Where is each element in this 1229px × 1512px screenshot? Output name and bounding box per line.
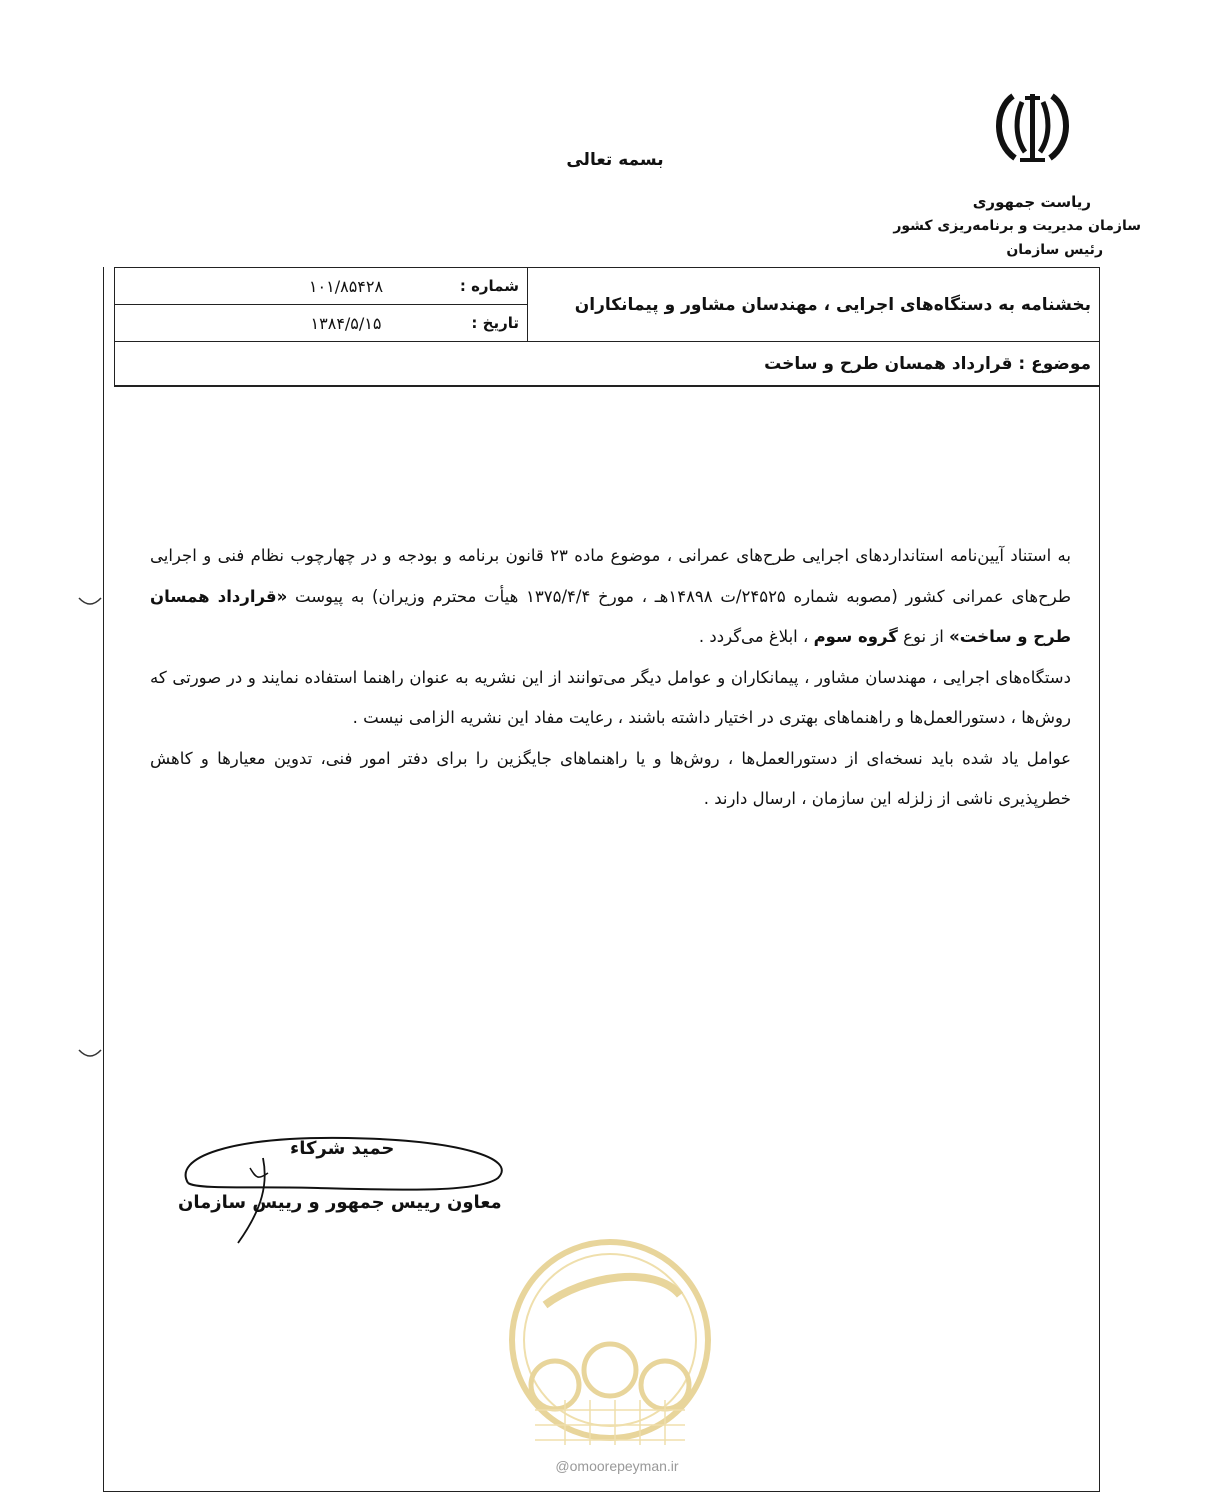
margin-mark-icon — [78, 596, 102, 608]
date-value: ۱۳۸۴/۵/۱۵ — [310, 313, 382, 333]
number-label: شماره : — [459, 277, 519, 295]
body-p1-part-a: به استناد آیین‌نامه استانداردهای اجرایی طرح‌های عمرانی ، موضوع ماده ۲۳ قانون برنامه و بودجه و در چهارچوب نظام فنی و اجرایی طرح‌های عمرانی کشور (مصوبه شماره ۲۴۵۲۵/ت ۱۴۸۹۸هـ ، مورخ ۱۳۷۵/۴/۴ هیأت محترم وزیران) به پیوست — [150, 546, 1071, 606]
org-block — [893, 190, 1141, 262]
date-label: تاریخ : — [471, 314, 519, 332]
number-row — [115, 268, 527, 304]
letter-body — [150, 536, 1071, 820]
signatory-title: معاون رییس جمهور و رییس سازمان — [178, 1192, 502, 1213]
number-value: ۱۰۱/۸۵۴۲۸ — [308, 276, 384, 296]
letter-header-box — [114, 267, 1100, 387]
heading-bismillah: بسمه تعالی — [566, 150, 664, 170]
date-row — [115, 304, 527, 341]
body-p1-part-c: از نوع — [903, 627, 944, 646]
subject-line: موضوع : قرارداد همسان طرح و ساخت — [115, 342, 1099, 386]
recipient-line: بخشنامه به دستگاه‌های اجرایی ، مهندسان مشاور و پیمانکاران — [574, 294, 1091, 315]
body-paragraph-3: عوامل یاد شده باید نسخه‌ای از دستورالعمل‌ها ، روش‌ها و یا راهنماهای جایگزین را برای دفتر امور فنی، تدوین معیارها و کاهش خطرپذیری ناشی از زلزله این سازمان ، ارسال دارند . — [150, 748, 1071, 808]
number-date-box — [115, 268, 528, 341]
watermark-website: @omoorepeyman.ir — [555, 1458, 679, 1474]
body-paragraph-2: دستگاه‌های اجرایی ، مهندسان مشاور ، پیمانکاران و عوامل دیگر می‌توانند از این نشریه به عنوان راهنما استفاده نمایند و در صورتی که روش‌ها ، دستورالعمل‌ها و راهنماهای بهتری در اختیار داشته باشند ، رعایت مفاد این نشریه الزامی نیست . — [150, 667, 1071, 727]
org-line-organization: سازمان مدیریت و برنامه‌ریزی کشور — [893, 218, 1141, 234]
body-p1-group: گروه سوم — [813, 627, 898, 646]
letter-header-row — [115, 268, 1099, 342]
iran-emblem-icon — [985, 88, 1080, 168]
org-line-head: رئیس سازمان — [1006, 242, 1103, 258]
org-line-presidency: ریاست جمهوری — [972, 193, 1091, 211]
body-paragraph-1 — [150, 536, 1071, 658]
seal-watermark-icon — [505, 1235, 715, 1480]
margin-mark-icon — [78, 1048, 102, 1060]
signatory-name: حمید شرکاء — [290, 1138, 395, 1159]
body-p1-contract-title: «قرارداد همسان طرح و ساخت» — [150, 586, 1071, 646]
body-p1-part-e: ، ابلاغ می‌گردد . — [698, 627, 809, 646]
